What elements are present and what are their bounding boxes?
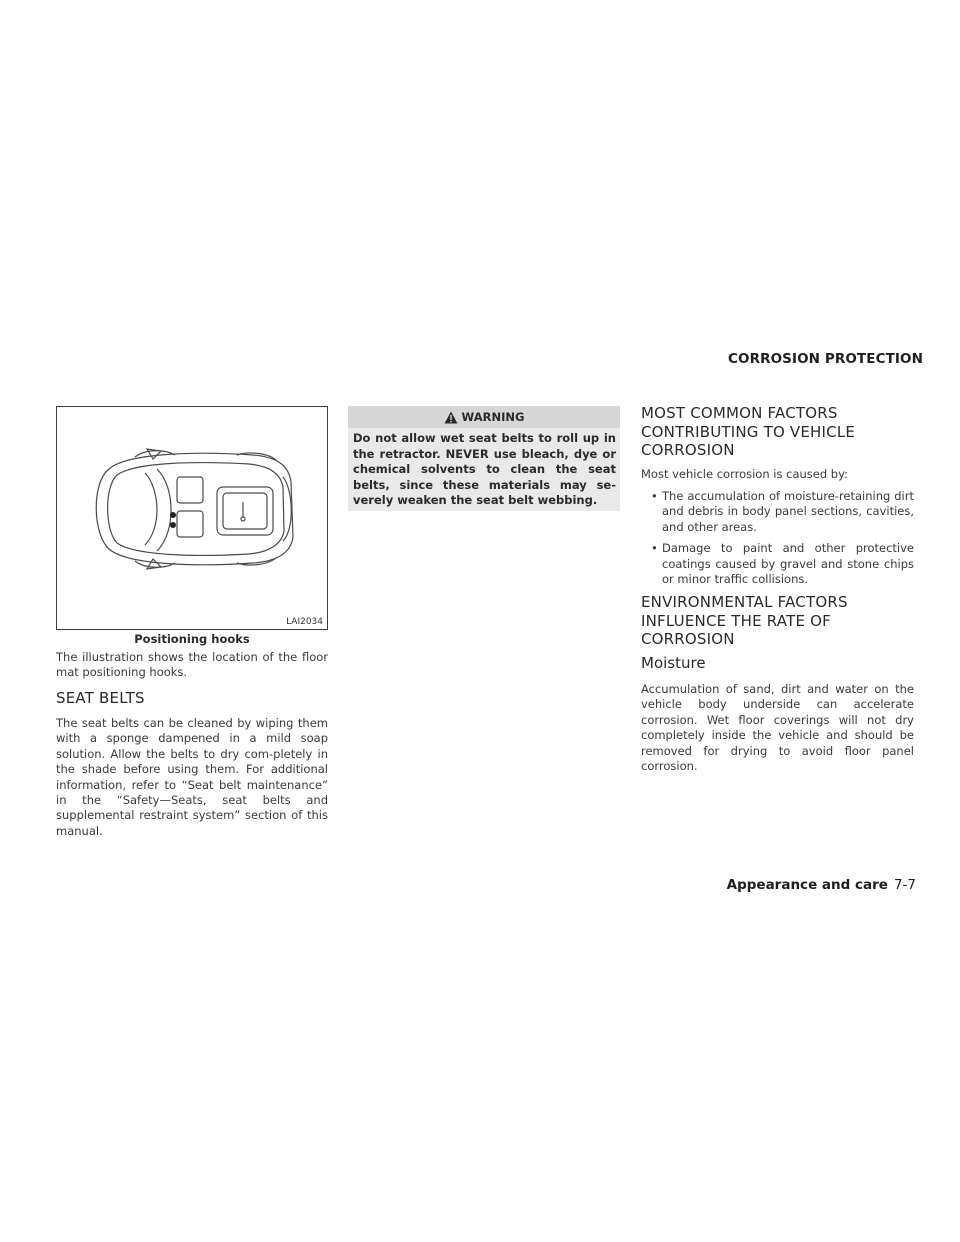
page-footer [727,877,916,893]
warning-header [348,406,620,428]
page-number: 7-7 [893,877,916,893]
chapter-title: Appearance and care [726,877,888,893]
warning-triangle-icon [444,411,458,424]
seat-belts-heading: SEAT BELTS [56,689,145,707]
moisture-heading: Moisture [641,654,706,672]
warning-box [348,406,620,511]
car-top-view-illustration [57,407,327,629]
factors-intro: Most vehicle corrosion is caused by: [641,467,848,481]
list-item: • Damage to paint and other protective coatings caused by gravel and stone chips or minor traffic collisions. [641,541,914,587]
figure-caption: Positioning hooks [134,632,250,646]
hook-marker-rear [170,522,176,528]
warning-title: WARNING [461,410,525,424]
environmental-heading: ENVIRONMENTAL FACTORS INFLUENCE THE RATE OF CORROSION [641,593,848,648]
moisture-body: Accumulation of sand, dirt and water on the vehicle body underside can accelerate corrosion. Wet floor coverings will not dry completely inside the vehicle and should be removed for drying to avoid floor panel corrosion. [641,682,914,774]
factors-bullet-list [641,489,914,587]
list-item: • The accumulation of moisture-retaining dirt and debris in body panel sections, cavities, and other areas. [641,489,914,535]
warning-body: Do not allow wet seat belts to roll up in the retractor. NEVER use bleach, dye or chemical solvents to clean the seat belts, since these materials may se-verely weaken the seat belt webbing. [353,431,616,507]
figure-intro-text: The illustration shows the location of the floor mat positioning hooks. [56,650,328,680]
car-top-view-figure [56,406,328,630]
seat-belts-body: The seat belts can be cleaned by wiping them with a sponge dampened in a mild soap solution. Allow the belts to dry com-pletely in the shade before using them. For additional information, refer to “Seat belt maintenance” in the “Safety—Seats, seat belts and supplemental restraint system” section of this manual. [56,716,328,838]
hook-marker-front [170,512,176,518]
figure-code: LAI2034 [286,617,323,627]
section-header: CORROSION PROTECTION [728,351,923,367]
factors-heading: MOST COMMON FACTORS CONTRIBUTING TO VEHICLE CORROSION [641,404,856,459]
